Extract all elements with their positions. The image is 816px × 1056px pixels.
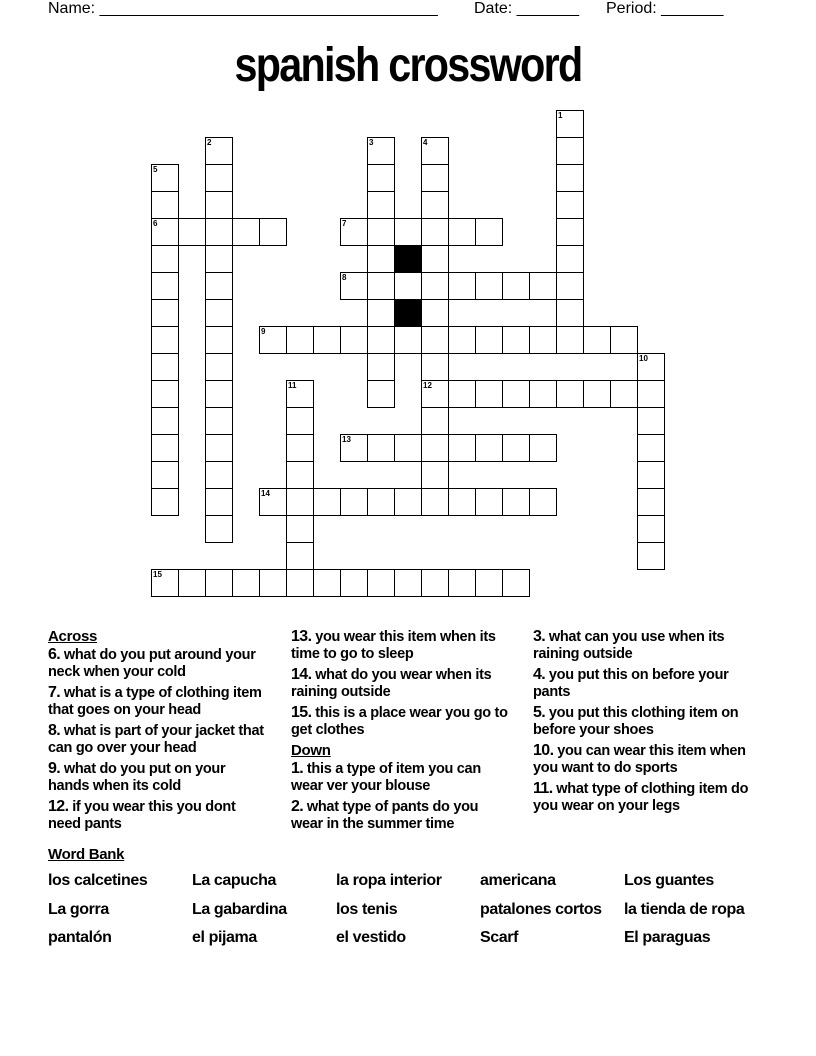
word-bank-item: la tienda de ropa — [624, 901, 745, 918]
crossword-cell[interactable] — [286, 407, 314, 435]
period-field-label: Period: _______ — [606, 0, 724, 17]
cell-number: 10 — [639, 354, 648, 363]
crossword-cell[interactable] — [637, 515, 665, 543]
crossword-cell[interactable] — [394, 434, 422, 462]
crossword-cell[interactable] — [556, 137, 584, 165]
cell-number: 3 — [369, 138, 374, 147]
crossword-cell[interactable] — [367, 353, 395, 381]
word-bank-item: La gorra — [48, 901, 109, 918]
word-bank-item: americana — [480, 872, 556, 889]
crossword-cell[interactable] — [529, 434, 557, 462]
crossword-cell[interactable] — [205, 353, 233, 381]
crossword-cell[interactable] — [475, 326, 503, 354]
crossword-cell[interactable] — [394, 326, 422, 354]
word-bank-item: los calcetines — [48, 872, 148, 889]
crossword-cell[interactable] — [421, 461, 449, 489]
clue-down-3: 3. what can you use when its raining outside — [533, 628, 725, 662]
crossword-cell[interactable] — [394, 488, 422, 516]
crossword-cell[interactable] — [421, 434, 449, 462]
crossword-cell[interactable] — [556, 272, 584, 300]
crossword-cell[interactable] — [475, 272, 503, 300]
crossword-cell[interactable] — [448, 218, 476, 246]
crossword-cell[interactable] — [394, 569, 422, 597]
crossword-cell[interactable] — [529, 326, 557, 354]
word-bank-item: el vestido — [336, 929, 406, 946]
word-bank-item: Los guantes — [624, 872, 714, 889]
crossword-cell[interactable] — [421, 272, 449, 300]
crossword-cell[interactable] — [421, 299, 449, 327]
crossword-cell[interactable] — [151, 461, 179, 489]
cell-number: 8 — [342, 273, 347, 282]
crossword-cell[interactable] — [556, 326, 584, 354]
word-bank-item: patalones cortos — [480, 901, 602, 918]
cell-number: 9 — [261, 327, 266, 336]
crossword-cell[interactable] — [502, 434, 530, 462]
crossword-cell[interactable] — [151, 272, 179, 300]
crossword-cell[interactable] — [205, 191, 233, 219]
clue-down-4: 4. you put this on before your pants — [533, 666, 729, 700]
crossword-cell[interactable] — [556, 218, 584, 246]
crossword-cell[interactable] — [232, 569, 260, 597]
crossword-cell[interactable] — [205, 380, 233, 408]
crossword-cell[interactable] — [286, 461, 314, 489]
word-bank-item: La gabardina — [192, 901, 287, 918]
crossword-cell[interactable] — [340, 488, 368, 516]
crossword-black-cell — [394, 299, 422, 327]
clue-across-9: 9. what do you put on your hands when its cold — [48, 760, 226, 794]
crossword-cell[interactable] — [448, 380, 476, 408]
crossword-cell[interactable] — [502, 380, 530, 408]
clue-across-13: 13. you wear this item when its time to go to sleep — [291, 628, 496, 662]
crossword-cell[interactable] — [394, 218, 422, 246]
clue-across-6: 6. what do you put around your neck when your cold — [48, 646, 256, 680]
crossword-cell[interactable] — [205, 326, 233, 354]
crossword-cell[interactable] — [367, 326, 395, 354]
cell-number: 6 — [153, 219, 158, 228]
crossword-cell[interactable] — [151, 299, 179, 327]
crossword-cell[interactable] — [232, 218, 260, 246]
crossword-cell[interactable] — [151, 245, 179, 273]
crossword-cell[interactable] — [205, 245, 233, 273]
crossword-cell[interactable] — [205, 434, 233, 462]
crossword-cell[interactable] — [421, 488, 449, 516]
crossword-cell[interactable] — [610, 326, 638, 354]
clues-column-1 — [48, 628, 270, 836]
crossword-cell[interactable] — [421, 353, 449, 381]
crossword-cell[interactable] — [286, 542, 314, 570]
word-bank-item: El paraguas — [624, 929, 711, 946]
crossword-cell[interactable] — [151, 380, 179, 408]
crossword-cell[interactable] — [475, 434, 503, 462]
crossword-cell[interactable] — [583, 326, 611, 354]
clue-across-14: 14. what do you wear when its raining outside — [291, 666, 492, 700]
crossword-cell[interactable] — [556, 245, 584, 273]
name-field-label: Name: ______________________________________ — [48, 0, 438, 17]
crossword-cell[interactable] — [448, 434, 476, 462]
cell-number: 12 — [423, 381, 432, 390]
crossword-cell[interactable] — [286, 434, 314, 462]
word-bank-item: Scarf — [480, 929, 519, 946]
crossword-cell[interactable] — [610, 380, 638, 408]
crossword-cell[interactable] — [448, 569, 476, 597]
crossword-cell[interactable] — [394, 272, 422, 300]
crossword-cell[interactable] — [502, 569, 530, 597]
crossword-cell[interactable] — [502, 488, 530, 516]
crossword-cell[interactable] — [556, 164, 584, 192]
down-heading: Down — [291, 742, 331, 759]
cell-number: 1 — [558, 111, 563, 120]
clue-down-5: 5. you put this clothing item on before your shoes — [533, 704, 739, 738]
crossword-cell[interactable] — [367, 380, 395, 408]
crossword-cell[interactable] — [637, 488, 665, 516]
crossword-cell[interactable] — [205, 407, 233, 435]
clue-across-7: 7. what is a type of clothing item that goes on your head — [48, 684, 262, 718]
crossword-cell[interactable] — [286, 569, 314, 597]
crossword-cell[interactable] — [205, 569, 233, 597]
crossword-cell[interactable] — [367, 245, 395, 273]
crossword-cell[interactable] — [286, 488, 314, 516]
crossword-cell[interactable] — [151, 407, 179, 435]
crossword-cell[interactable] — [367, 164, 395, 192]
cell-number: 15 — [153, 570, 162, 579]
crossword-cell[interactable] — [340, 326, 368, 354]
crossword-cell[interactable] — [475, 380, 503, 408]
crossword-cell[interactable] — [421, 191, 449, 219]
crossword-cell[interactable] — [583, 380, 611, 408]
crossword-cell[interactable] — [367, 191, 395, 219]
word-bank-item: pantalón — [48, 929, 112, 946]
crossword-cell[interactable] — [151, 434, 179, 462]
crossword-cell[interactable] — [151, 488, 179, 516]
crossword-cell[interactable] — [205, 272, 233, 300]
crossword-cell[interactable] — [259, 569, 287, 597]
crossword-cell[interactable] — [529, 488, 557, 516]
crossword-cell[interactable] — [151, 353, 179, 381]
crossword-cell[interactable] — [367, 218, 395, 246]
cell-number: 14 — [261, 489, 270, 498]
crossword-cell[interactable] — [421, 164, 449, 192]
crossword-cell[interactable] — [205, 218, 233, 246]
page-title: spanish crossword — [234, 39, 582, 92]
clue-down-10: 10. you can wear this item when you want to do sports — [533, 742, 746, 776]
crossword-cell[interactable] — [178, 218, 206, 246]
crossword-cell[interactable] — [421, 569, 449, 597]
clue-down-2: 2. what type of pants do you wear in the summer time — [291, 798, 479, 832]
crossword-cell[interactable] — [421, 326, 449, 354]
crossword-cell[interactable] — [421, 218, 449, 246]
crossword-cell[interactable] — [205, 488, 233, 516]
crossword-cell[interactable] — [367, 299, 395, 327]
crossword-cell[interactable] — [151, 191, 179, 219]
crossword-cell[interactable] — [637, 380, 665, 408]
cell-number: 13 — [342, 435, 351, 444]
cell-number: 7 — [342, 219, 347, 228]
crossword-cell[interactable] — [205, 164, 233, 192]
word-bank-heading: Word Bank — [48, 846, 125, 863]
crossword-cell[interactable] — [637, 542, 665, 570]
clue-across-8: 8. what is part of your jacket that can go over your head — [48, 722, 264, 756]
crossword-cell[interactable] — [556, 380, 584, 408]
crossword-cell[interactable] — [637, 407, 665, 435]
clue-down-1: 1. this a type of item you can wear ver your blouse — [291, 760, 481, 794]
word-bank-item: la ropa interior — [336, 872, 442, 889]
crossword-cell[interactable] — [475, 488, 503, 516]
clue-across-12: 12. if you wear this you dont need pants — [48, 798, 236, 832]
crossword-cell[interactable] — [475, 218, 503, 246]
clues-column-2 — [291, 628, 513, 836]
crossword-cell[interactable] — [421, 407, 449, 435]
crossword-cell[interactable] — [502, 272, 530, 300]
crossword-cell[interactable] — [448, 488, 476, 516]
crossword-cell[interactable] — [286, 515, 314, 543]
across-heading: Across — [48, 628, 98, 645]
crossword-cell[interactable] — [367, 569, 395, 597]
crossword-cell[interactable] — [205, 515, 233, 543]
crossword-cell[interactable] — [637, 461, 665, 489]
date-field-label: Date: _______ — [474, 0, 579, 17]
crossword-cell[interactable] — [286, 326, 314, 354]
crossword-cell[interactable] — [367, 488, 395, 516]
cell-number: 2 — [207, 138, 212, 147]
cell-number: 5 — [153, 165, 158, 174]
clue-down-11: 11. what type of clothing item do you wear on your legs — [533, 780, 749, 814]
crossword-cell[interactable] — [340, 569, 368, 597]
crossword-cell[interactable] — [556, 191, 584, 219]
crossword-cell[interactable] — [205, 299, 233, 327]
crossword-cell[interactable] — [151, 326, 179, 354]
crossword-cell[interactable] — [502, 326, 530, 354]
crossword-cell[interactable] — [313, 569, 341, 597]
word-bank-item: La capucha — [192, 872, 277, 889]
word-bank-item: los tenis — [336, 901, 398, 918]
cell-number: 11 — [288, 381, 297, 390]
word-bank-item: el pijama — [192, 929, 257, 946]
crossword-cell[interactable] — [367, 272, 395, 300]
crossword-cell[interactable] — [421, 245, 449, 273]
crossword-cell[interactable] — [313, 488, 341, 516]
cell-number: 4 — [423, 138, 428, 147]
crossword-cell[interactable] — [205, 461, 233, 489]
crossword-cell[interactable] — [367, 434, 395, 462]
crossword-cell[interactable] — [259, 218, 287, 246]
crossword-cell[interactable] — [448, 272, 476, 300]
crossword-cell[interactable] — [178, 569, 206, 597]
crossword-cell[interactable] — [529, 272, 557, 300]
crossword-cell[interactable] — [637, 434, 665, 462]
crossword-cell[interactable] — [556, 299, 584, 327]
crossword-cell[interactable] — [313, 326, 341, 354]
clue-across-15: 15. this is a place wear you go to get clothes — [291, 704, 508, 738]
crossword-cell[interactable] — [448, 326, 476, 354]
crossword-cell[interactable] — [529, 380, 557, 408]
clues-column-3 — [533, 628, 755, 818]
crossword-black-cell — [394, 245, 422, 273]
crossword-cell[interactable] — [475, 569, 503, 597]
